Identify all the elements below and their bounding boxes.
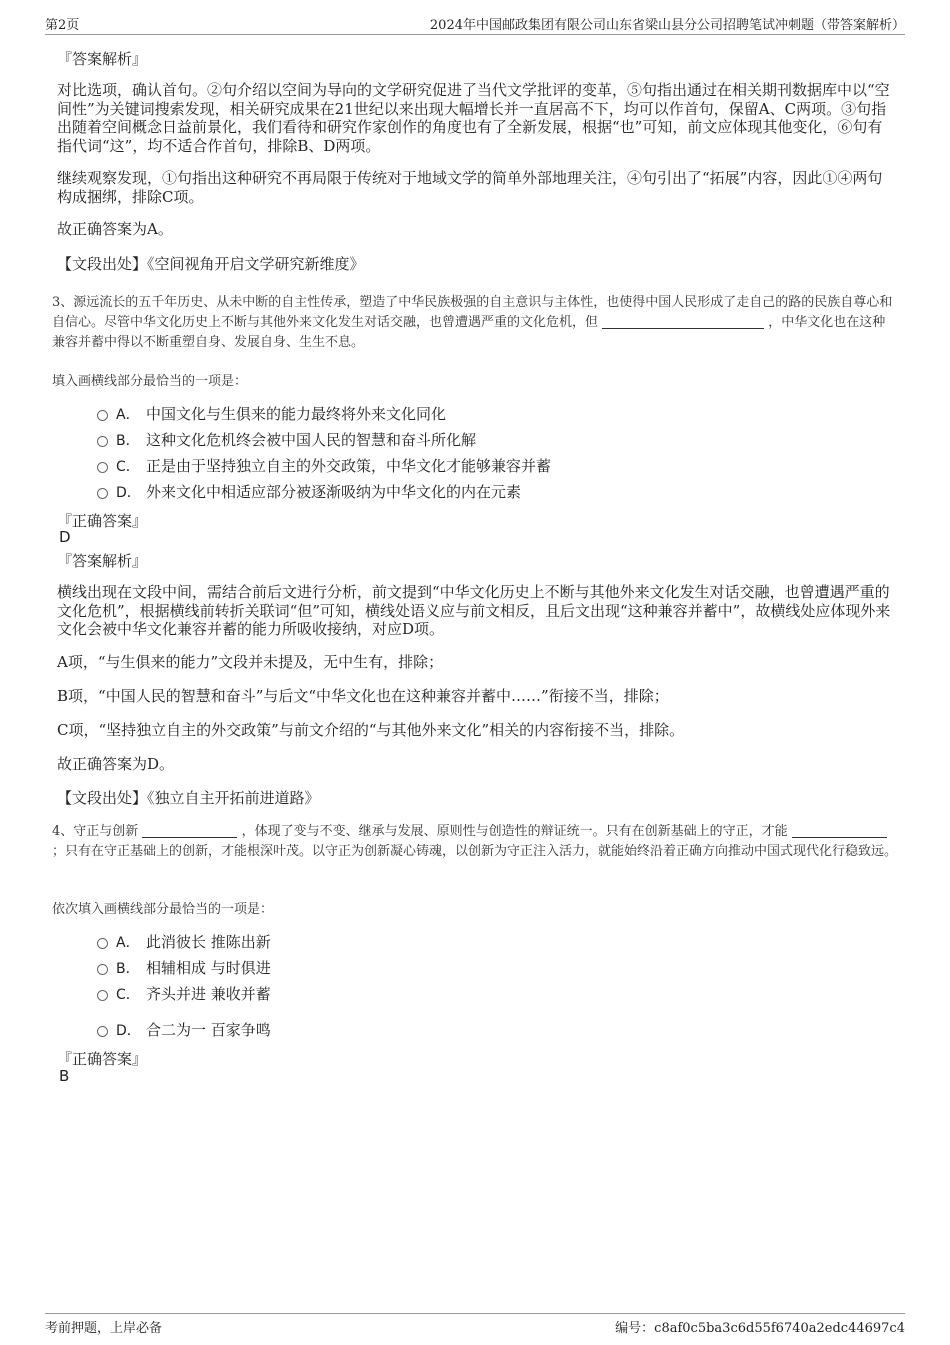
option-letter: C． [116,987,140,1003]
option-text: 此消彼长 推陈出新 [146,933,271,951]
option-text: 中国文化与生俱来的能力最终将外来文化同化 [146,405,447,423]
footer-slogan: 考前押题，上岸必备 [45,1321,163,1336]
q3-fill-blank [602,314,764,329]
option-letter: B． [116,961,140,977]
q4-text-part-2: ，体现了变与不变、继承与发展、原则性与创造性的辩证统一。只有在创新基础上的守正，才能 [241,824,788,839]
radio-icon[interactable] [97,436,108,447]
q3-option-c[interactable] [97,455,551,475]
q4-correct-answer: B [59,1067,70,1085]
q2-analysis-paragraph-2: 继续观察发现，①句指出这种研究不再局限于传统对于地域文学的简单外部地理关注，④句引出了“拓展”内容，因此①④两句构成捆绑，排除C项。 [57,169,883,206]
option-letter: D． [116,485,141,501]
q3-correct-answer: D [59,528,71,546]
option-text: 相辅相成 与时俱进 [146,959,271,977]
q3-conclusion: 故正确答案为D。 [57,755,175,773]
q3-option-b-analysis: B项，“中国人民的智慧和奋斗”与后文“中华文化也在这种兼容并蓄中……”衔接不当，排除； [57,687,669,705]
q3-question-text [52,293,897,353]
page-footer [45,1313,905,1337]
radio-icon[interactable] [97,410,108,421]
page-header [45,14,905,35]
q4-text-part-3: ；只有在守正基础上的创新，才能根深叶茂。以守正为创新凝心铸魂，以创新为守正注入活力，就能始终沿着正确方向推动中国式现代化行稳致远。 [52,844,898,859]
q4-fill-blank-1 [142,823,237,838]
q3-option-a-analysis: A项，“与生俱来的能力”文段并未提及，无中生有，排除； [57,653,444,671]
option-text: 正是由于坚持独立自主的外交政策，中华文化才能够兼容并蓄 [146,457,552,475]
q2-analysis-paragraph-1: 对比选项，确认首句。②句介绍以空间为导向的文学研究促进了当代文学批评的变革，⑤句指出通过在相关期刊数据库中以“空间性”为关键词搜索发现，相关研究成果在21世纪以来出现大幅增长并一直居高不下，均可以作首句，保留A、C两项。③句指出随着空间概念日益前景化，我们看待和研究作家创作的角度也有了全新发展，根据“也”可知，前文应体现其他变化，⑥句有指代词“这”，均不适合作首句，排除B、D两项。 [57,81,890,155]
q3-source: 【文段出处】《独立自主开拓前进道路》 [57,789,320,807]
option-text: 外来文化中相适应部分被逐渐吸纳为中华文化的内在元素 [146,483,522,501]
option-letter: A． [116,407,140,423]
radio-icon[interactable] [97,990,108,1001]
q3-option-c-analysis: C项，“坚持独立自主的外交政策”与前文介绍的“与其他外来文化”相关的内容衔接不当，排除。 [57,721,685,739]
q4-fill-blank-2 [792,823,887,838]
q4-prompt: 依次填入画横线部分最恰当的一项是： [52,902,274,917]
q3-analysis-paragraph-1: 横线出现在文段中间，需结合前后文进行分析，前文提到“中华文化历史上不断与其他外来文化发生对话交融，也曾遭遇严重的文化危机”，根据横线前转折关联词“但”可知，横线处语义应与前文相反，且后文出现“这种兼容并蓄中”，故横线处应体现外来文化会被中华文化兼容并蓄的能力所吸收接纳，对应D项。 [57,583,891,638]
q4-option-c[interactable] [97,983,271,1003]
q4-option-b[interactable] [97,957,271,977]
option-letter: C． [116,459,140,475]
option-text: 这种文化危机终会被中国人民的智慧和奋斗所化解 [146,431,477,449]
radio-icon[interactable] [97,462,108,473]
page-number: 第2页 [45,18,80,33]
q4-option-d[interactable] [97,1019,271,1039]
q4-text-part-1: 4、守正与创新 [52,824,139,839]
q3-correct-label: 『正确答案』 [57,512,148,530]
q3-text-part-1: 3、源远流长的五千年历史、从未中断的自主性传承，塑造了中华民族极强的自主意识与主体性，也使得中国人民形成了走自己的路的民族自尊心和自信心。尽管中华文化历史上不断与其他外来文化发生对话交融，也曾遭遇严重的文化危机，但 [52,295,893,330]
q2-analysis-label: 『答案解析』 [57,50,148,68]
radio-icon[interactable] [97,938,108,949]
q3-prompt: 填入画横线部分最恰当的一项是： [52,374,248,389]
q3-text-part-2: ，中华文化也在这种兼容并蓄中得以不断重塑自身、发展自身、生生不息。 [52,315,886,350]
radio-icon[interactable] [97,1026,108,1037]
q3-analysis-label: 『答案解析』 [57,552,148,570]
option-letter: A． [116,935,140,951]
option-text: 齐头并进 兼收并蓄 [146,985,271,1003]
q2-source: 【文段出处】《空间视角开启文学研究新维度》 [57,255,365,273]
q4-correct-label: 『正确答案』 [57,1050,148,1068]
option-text: 合二为一 百家争鸣 [146,1021,271,1039]
document-id: 编号：c8af0c5ba3c6d55f6740a2edc44697c4 [615,1321,905,1336]
q4-question-text [52,822,897,862]
radio-icon[interactable] [97,964,108,975]
radio-icon[interactable] [97,488,108,499]
q3-option-a[interactable] [97,403,446,423]
document-title: 2024年中国邮政集团有限公司山东省梁山县分公司招聘笔试冲刺题（带答案解析） [429,18,905,33]
option-letter: D． [116,1023,141,1039]
q4-option-a[interactable] [97,931,271,951]
q3-option-d[interactable] [97,481,521,501]
q3-option-b[interactable] [97,429,476,449]
q2-conclusion: 故正确答案为A。 [57,220,173,238]
option-letter: B． [116,433,140,449]
